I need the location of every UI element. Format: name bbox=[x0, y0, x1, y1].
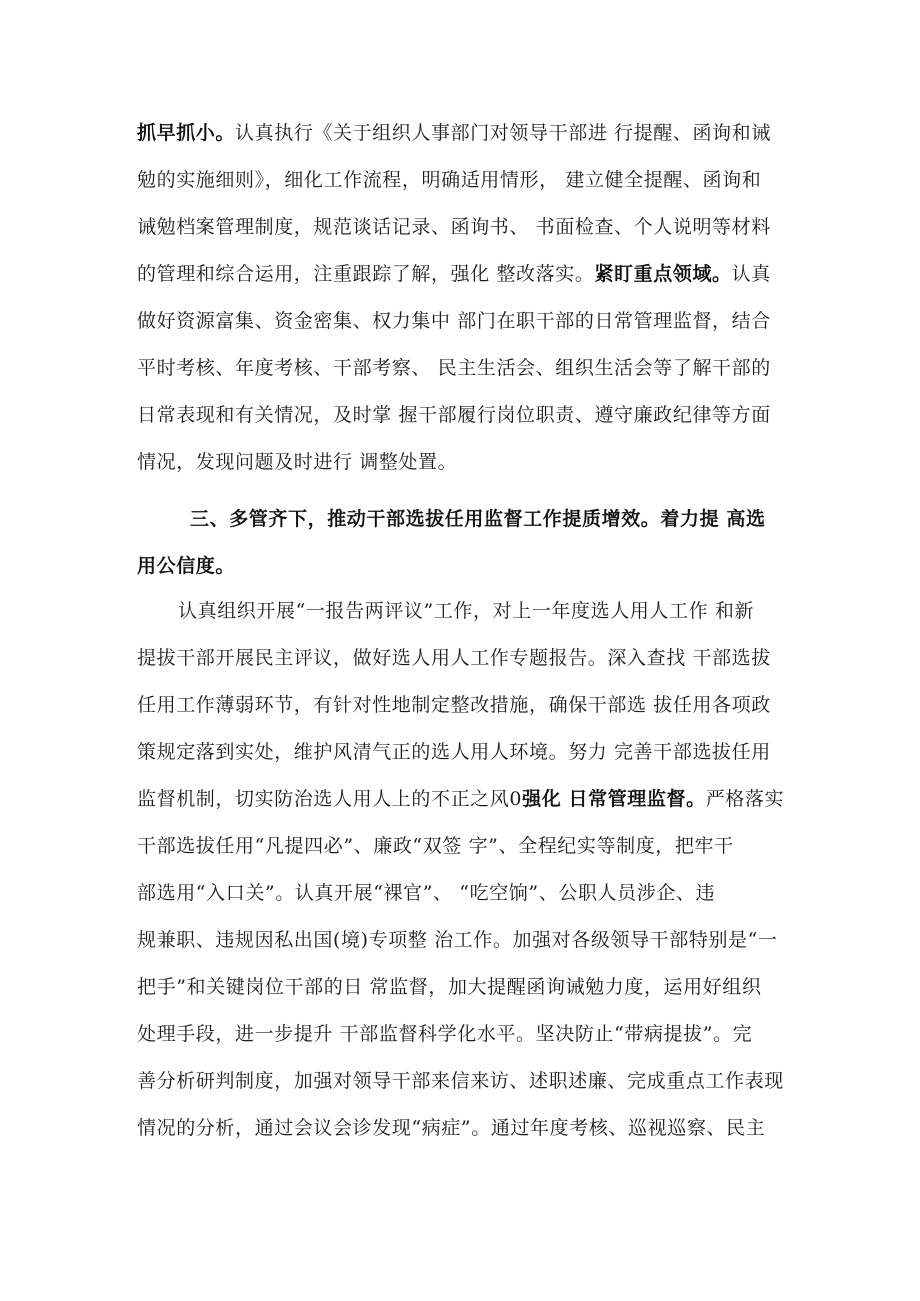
text-segment: 的管理和综合运用，注重跟踪了解，强化 整改落实。 bbox=[137, 263, 595, 285]
bold-text-segment: 用公信度。 bbox=[137, 555, 236, 577]
text-line bbox=[137, 920, 797, 960]
text-line bbox=[190, 499, 850, 539]
text-segment: 监督机制，切实防治选人用人上的不正之风0 bbox=[137, 788, 523, 810]
text-line bbox=[137, 1108, 797, 1148]
text-line bbox=[137, 207, 797, 247]
text-segment: 提拔干部开展民主评议，做好选人用人工作专题报告。深入查找 干部选拔 bbox=[137, 647, 771, 669]
text-line bbox=[137, 113, 797, 153]
text-segment: 严格落实 bbox=[705, 788, 785, 810]
text-segment: 处理手段，进一步提升 干部监督科学化水平。坚决防止“带病提拔”。完 bbox=[137, 1023, 753, 1045]
text-line bbox=[137, 967, 797, 1007]
text-segment: 认真执行《关于组织人事部门对领导干部进 行提醒、函询和诫 bbox=[235, 122, 771, 144]
text-segment: 善分析研判制度，加强对领导干部来信来访、述职述廉、完成重点工作表现 bbox=[137, 1070, 784, 1092]
text-line bbox=[137, 779, 797, 819]
text-line bbox=[137, 348, 797, 388]
text-line bbox=[178, 591, 838, 631]
text-segment: 诫勉档案管理制度，规范谈话记录、函询书、 书面检查、个人说明等材料 bbox=[137, 216, 771, 238]
text-line bbox=[137, 160, 797, 200]
text-segment: 做好资源富集、资金密集、权力集中 部门在职干部的日常管理监督，结合 bbox=[137, 310, 771, 332]
text-segment: 把手”和关键岗位干部的日 常监督，加大提醒函询诫勉力度，运用好组织 bbox=[137, 976, 762, 998]
text-line bbox=[137, 546, 797, 586]
text-segment: 情况，发现问题及时进行 调整处置。 bbox=[137, 451, 458, 473]
text-line bbox=[137, 685, 797, 725]
text-line bbox=[137, 1014, 797, 1054]
text-line bbox=[137, 301, 797, 341]
text-segment: 认真 bbox=[731, 263, 771, 285]
text-segment: 规兼职、违规因私出国(境)专项整 治工作。加强对各级领导干部特别是“一 bbox=[137, 929, 778, 951]
bold-text-segment: 紧盯重点领域。 bbox=[594, 263, 732, 285]
text-line bbox=[137, 732, 797, 772]
text-segment: 勉的实施细则》，细化工作流程，明确适用情形， 建立健全提醒、函询和 bbox=[137, 169, 762, 191]
bold-text-segment: 强化 日常管理监督。 bbox=[522, 788, 706, 810]
text-segment: 认真组织开展“一报告两评议”工作，对上一年度选人用人工作 和新 bbox=[178, 600, 755, 622]
bold-text-segment: 三、多管齐下，推动干部选拔任用监督工作提质增效。着力提 高选 bbox=[190, 508, 766, 530]
text-line bbox=[137, 873, 797, 913]
text-line bbox=[137, 638, 797, 678]
text-segment: 任用工作薄弱环节，有针对性地制定整改措施，确保干部选 拔任用各项政 bbox=[137, 694, 771, 716]
text-line bbox=[137, 442, 797, 482]
bold-text-segment: 抓早抓小。 bbox=[137, 122, 236, 144]
text-segment: 平时考核、年度考核、干部考察、 民主生活会、组织生活会等了解干部的 bbox=[137, 357, 771, 379]
text-segment: 干部选拔任用“凡提四必”、廉政“双签 字”、全程纪实等制度，把牢干 bbox=[137, 835, 734, 857]
text-line bbox=[137, 826, 797, 866]
text-segment: 部选用“入口关”。认真开展“裸官”、 “吃空饷”、公职人员涉企、违 bbox=[137, 882, 716, 904]
text-segment: 日常表现和有关情况，及时掌 握干部履行岗位职责、遵守廉政纪律等方面 bbox=[137, 404, 771, 426]
text-segment: 策规定落到实处，维护风清气正的选人用人环境。努力 完善干部选拔任用 bbox=[137, 741, 771, 763]
text-line bbox=[137, 395, 797, 435]
text-line bbox=[137, 254, 797, 294]
text-line bbox=[137, 1061, 797, 1101]
text-segment: 情况的分析，通过会议会诊发现“病症”。通过年度考核、巡视巡察、民主 bbox=[137, 1117, 766, 1139]
